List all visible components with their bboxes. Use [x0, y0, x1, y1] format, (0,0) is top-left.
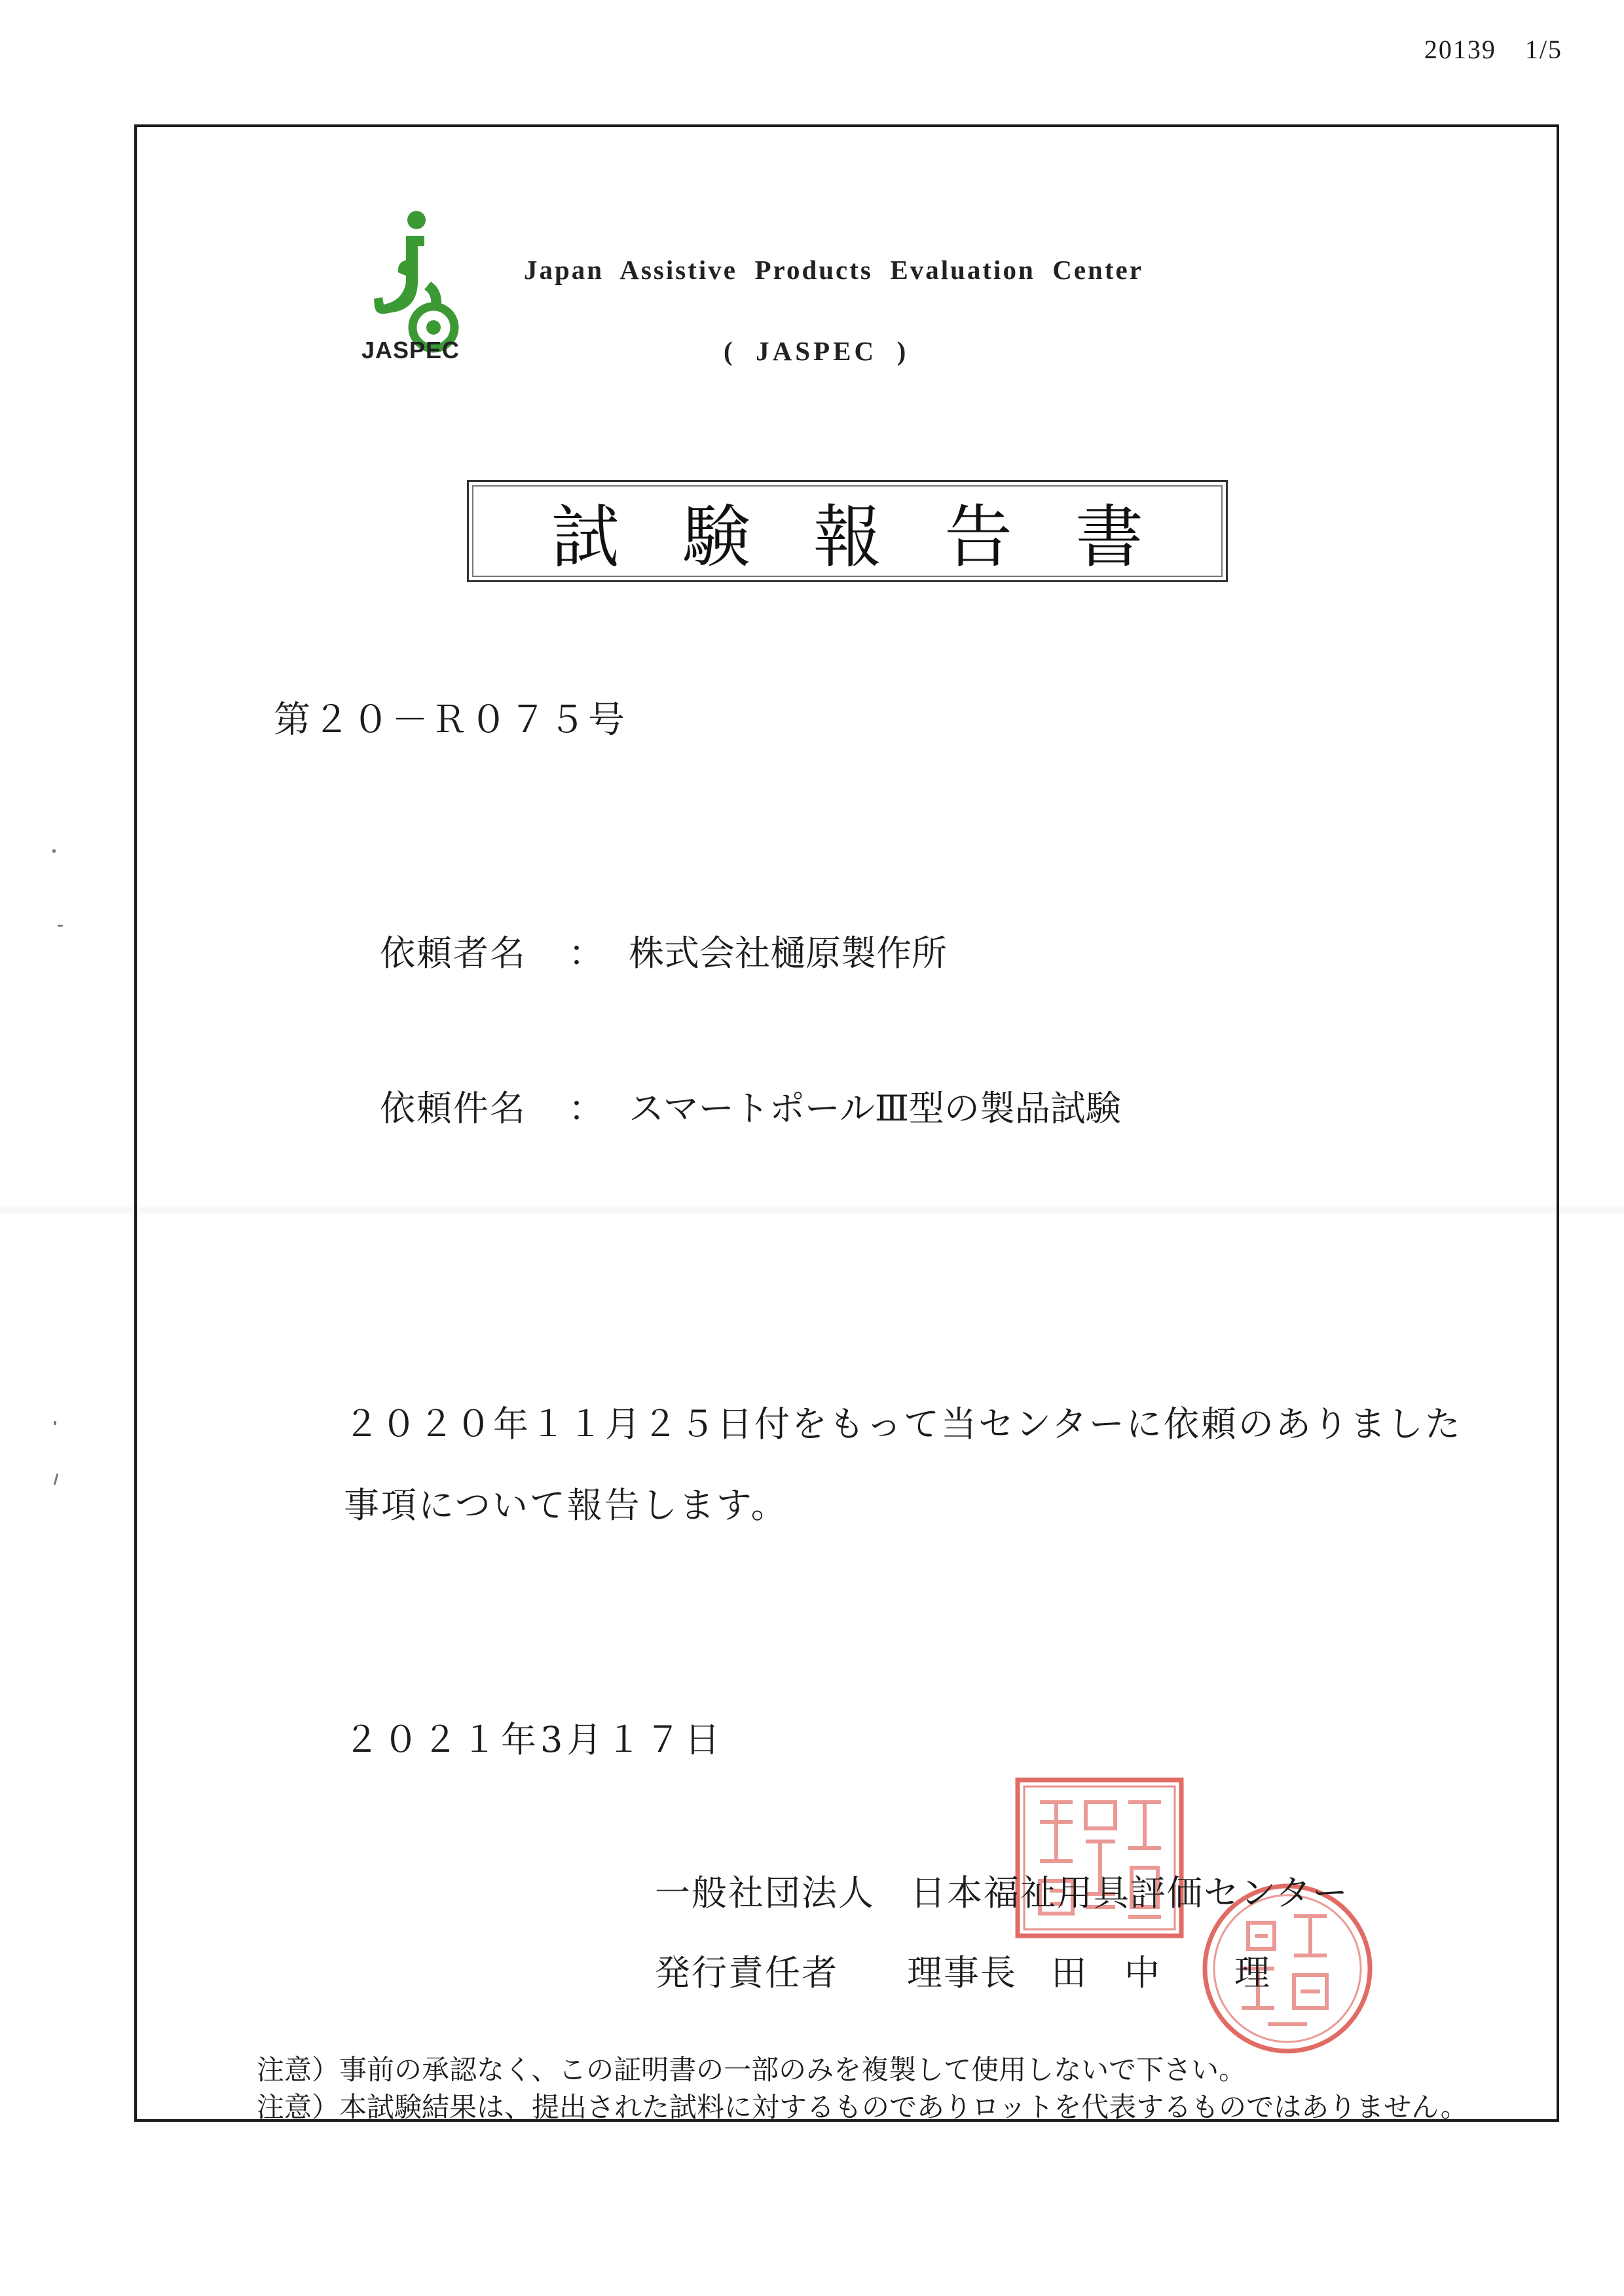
- request-subject-colon: ：: [568, 1088, 604, 1129]
- scan-speck: [54, 1421, 56, 1425]
- organization-english-name: Japan Assistive Products Evaluation Center: [524, 255, 1143, 285]
- client-name-value: 株式会社樋原製作所: [629, 933, 947, 974]
- scan-speck: [52, 849, 56, 853]
- request-subject-value: スマートポールⅢ型の製品試験: [629, 1088, 1121, 1129]
- page-identifier: [1424, 34, 1562, 65]
- page-count: 1/5: [1524, 35, 1562, 64]
- title-box: [467, 480, 1228, 582]
- issuer-org-type: 一般社団法人: [655, 1872, 875, 1914]
- report-number: 第２０－Ｒ０７５号: [274, 699, 627, 741]
- scan-speck: [58, 925, 63, 927]
- client-name-label: 依頼者名: [380, 933, 526, 974]
- document-title: 試験報告書: [551, 497, 1206, 577]
- issuer-name: 田 中 理: [1051, 1952, 1271, 1993]
- issue-date: ２０２１年3月１７日: [344, 1719, 724, 1760]
- notice-line-2: 注意）本試験結果は、提出された試料に対するものでありロットを代表するものではありません。: [257, 2091, 1468, 2123]
- jaspec-logo: [360, 208, 465, 369]
- organization-abbreviation: ( JASPEC ): [724, 336, 910, 366]
- body-text-line-2: 事項について報告します。: [344, 1485, 788, 1526]
- scan-speck: [54, 1473, 59, 1485]
- notice-line-1: 注意）事前の承認なく、この証明書の一部のみを複製して使用しないで下さい。: [257, 2054, 1247, 2086]
- logo-wordmark: JASPEC: [361, 337, 460, 363]
- issuer-role: 発行責任者: [655, 1952, 838, 1993]
- issuer-title: 理事長: [907, 1952, 1017, 1993]
- request-subject-label: 依頼件名: [380, 1088, 526, 1129]
- client-name-colon: ：: [568, 933, 604, 974]
- issuer-org-name: 日本福祉用具評価センター: [910, 1872, 1349, 1914]
- body-text-line-1: ２０２０年１１月２５日付をもって当センターに依頼のありました: [344, 1403, 1462, 1445]
- document-number: 20139: [1424, 35, 1496, 64]
